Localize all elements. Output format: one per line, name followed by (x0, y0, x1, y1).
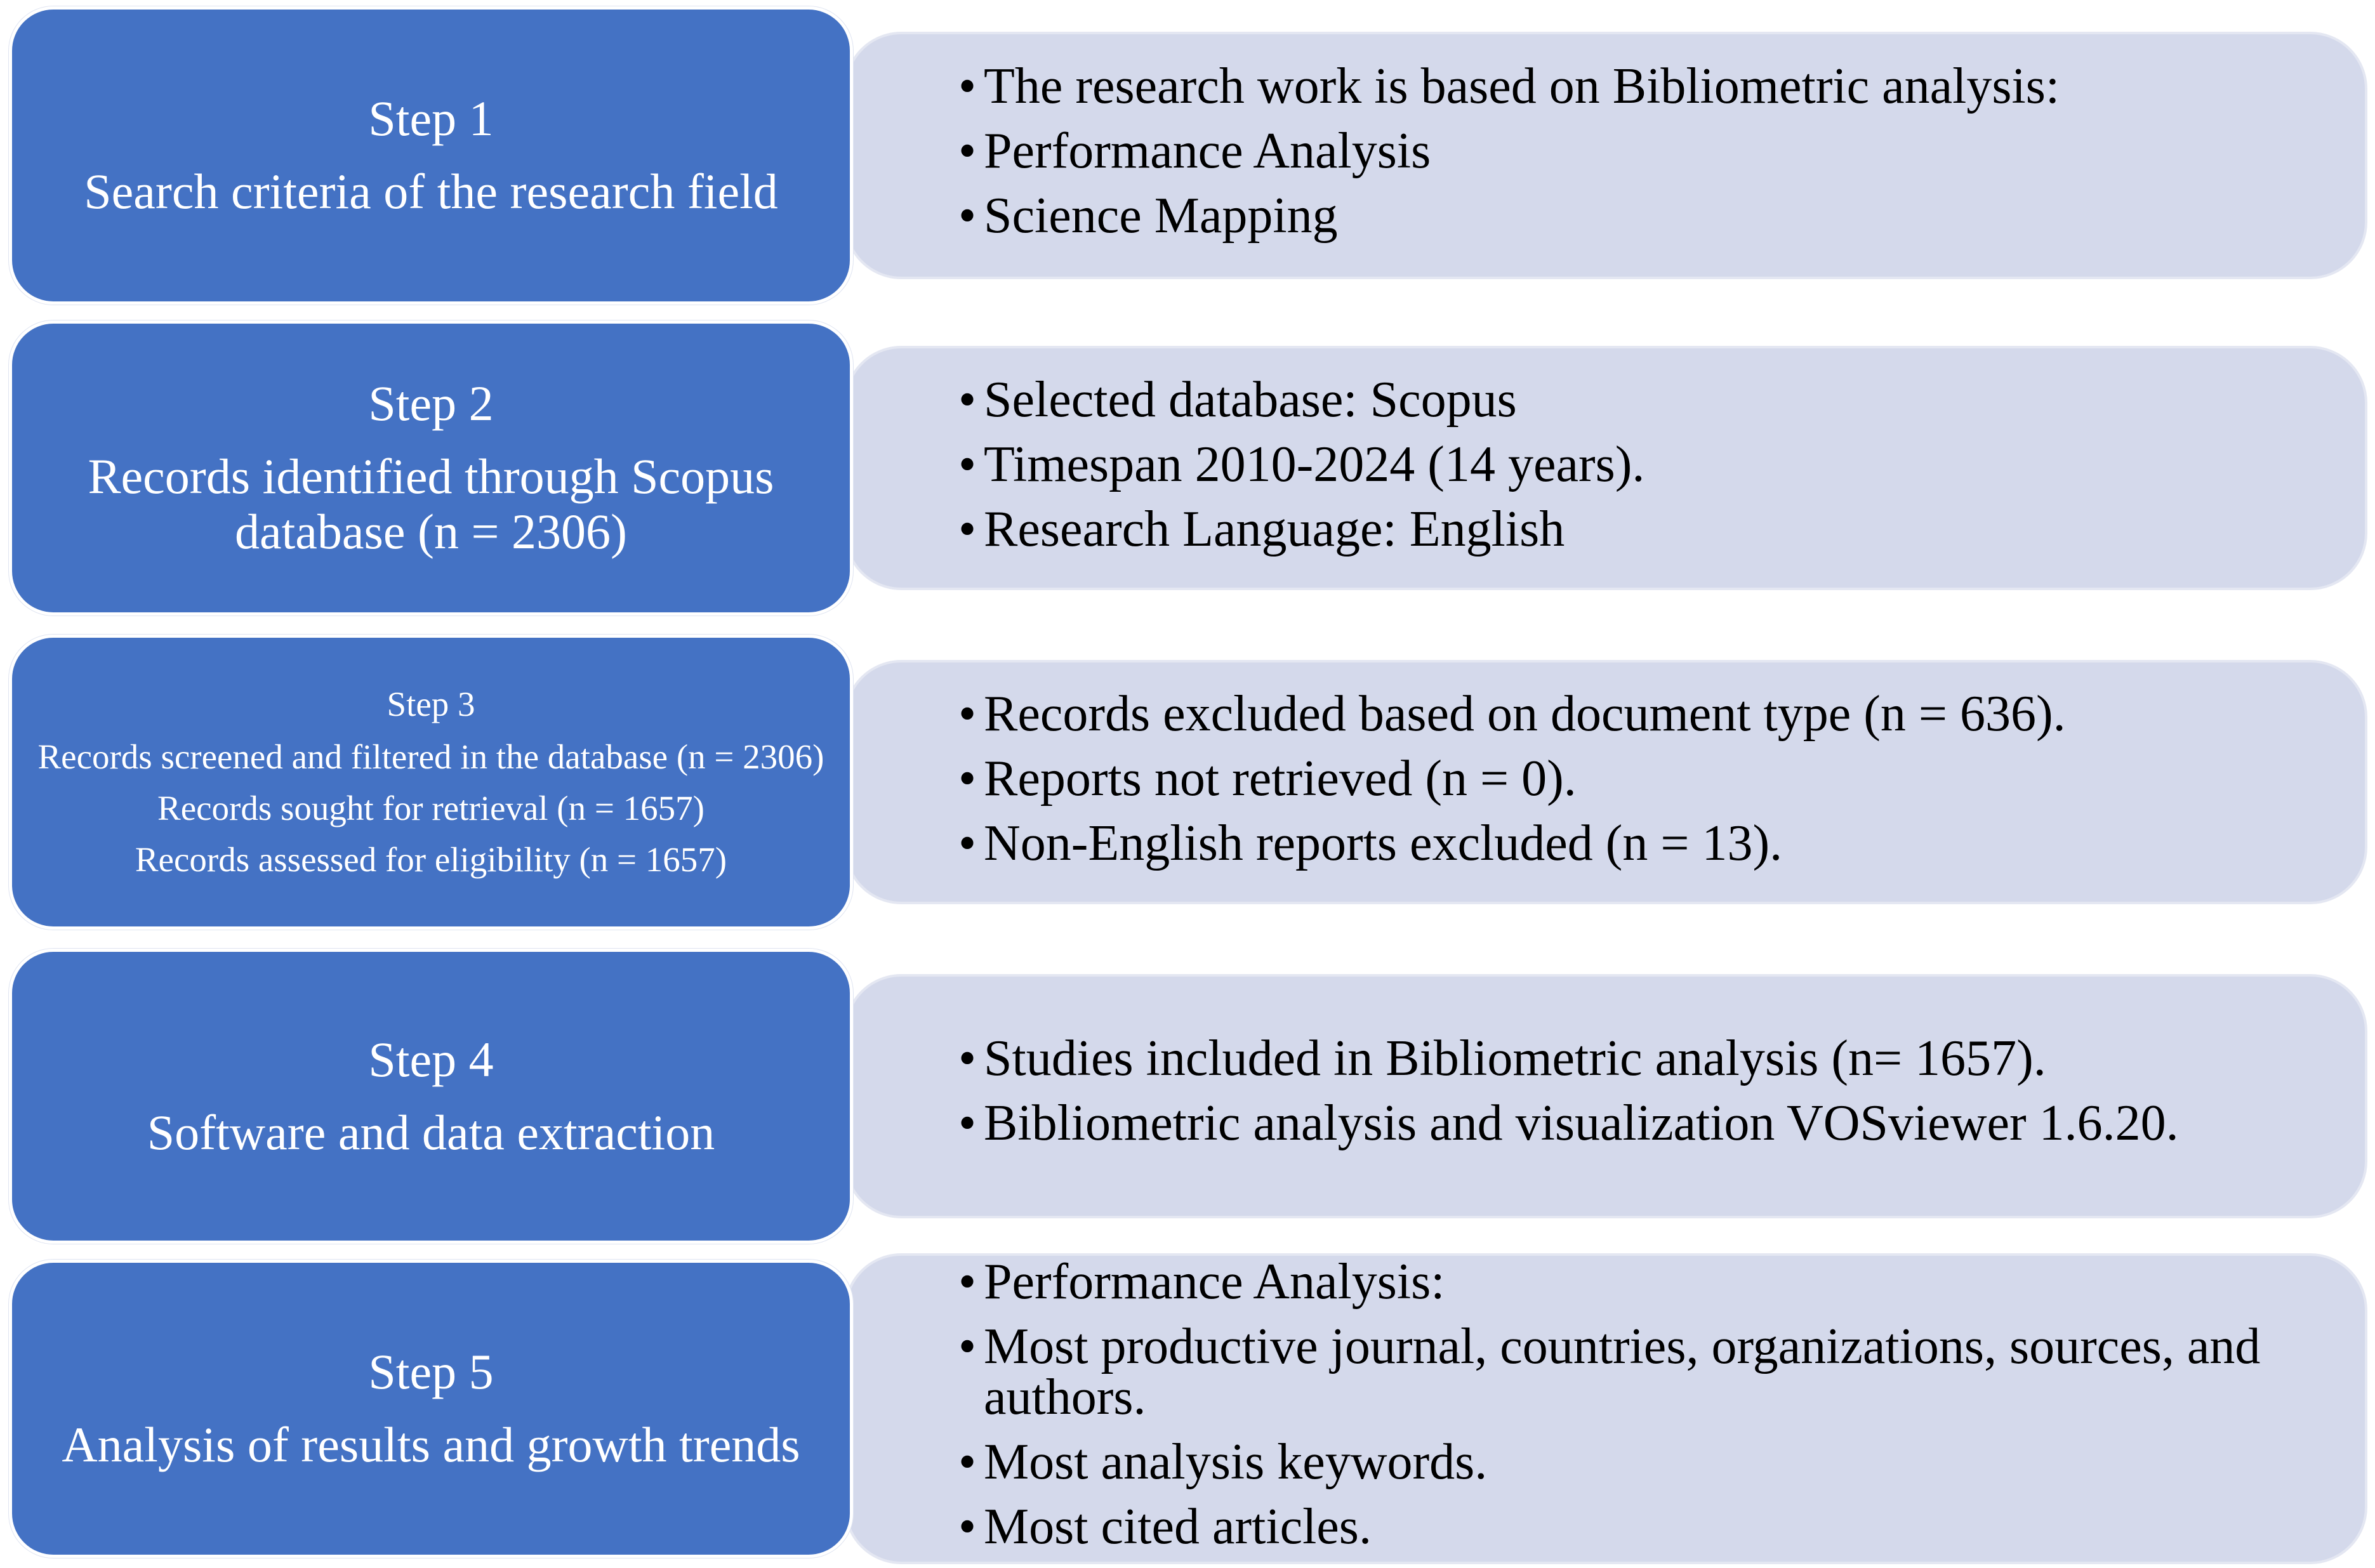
step-5-details-list (958, 1256, 2291, 1566)
detail-item: • Studies included in Bibliometric analysis (n= 1657). (958, 1033, 2179, 1084)
detail-item: • Selected database: Scopus (958, 374, 1644, 425)
step-4-box (9, 949, 853, 1244)
detail-item: • Performance Analysis: (958, 1256, 2291, 1307)
step-3-box (9, 635, 853, 930)
step-3-sought-line: Records sought for retrieval (n = 1657) (157, 789, 705, 828)
step-3-details-list (958, 688, 2066, 883)
detail-item: • Bibliometric analysis and visualization VOSviewer 1.6.20. (958, 1098, 2179, 1149)
step-3-screened-line: Records screened and filtered in the database (n = 2306) (37, 737, 824, 776)
step-4-description: Software and data extraction (147, 1104, 715, 1160)
detail-item: • Most cited articles. (958, 1501, 2291, 1552)
step-1-details-list (958, 58, 2060, 255)
detail-item: • Science Mapping (958, 190, 2060, 241)
step-5-description: Analysis of results and growth trends (62, 1417, 800, 1473)
step-2-title: Step 2 (368, 376, 494, 432)
step-4-title: Step 4 (368, 1031, 494, 1087)
detail-item: • Performance Analysis (958, 126, 2060, 176)
detail-item: • Most productive journal, countries, organizations, sources, and authors. (958, 1321, 2291, 1423)
step-1-box (9, 6, 853, 305)
detail-item: • Timespan 2010-2024 (14 years). (958, 439, 1644, 490)
step-2-box (9, 320, 853, 616)
detail-item: • Records excluded based on document type (n = 636). (958, 688, 2066, 739)
step-1-description: Search criteria of the research field (84, 164, 778, 220)
step-3-title: Step 3 (387, 685, 475, 724)
step-2-details-list (958, 374, 1644, 569)
detail-item: • Most analysis keywords. (958, 1437, 2291, 1487)
detail-item: • The research work is based on Bibliometric analysis: (958, 61, 2060, 112)
detail-item: • Reports not retrieved (n = 0). (958, 753, 2066, 804)
step-3-assessed-line: Records assessed for eligibility (n = 1657) (135, 840, 727, 880)
step-4-details-list (958, 1033, 2179, 1163)
detail-item: • Non-English reports excluded (n = 13). (958, 818, 2066, 869)
step-5-box (9, 1260, 853, 1558)
step-2-description: Records identified through Scopus database (n = 2306) (88, 449, 774, 560)
step-5-title: Step 5 (368, 1344, 494, 1400)
detail-item: • Research Language: English (958, 504, 1644, 555)
step-1-title: Step 1 (368, 91, 494, 147)
